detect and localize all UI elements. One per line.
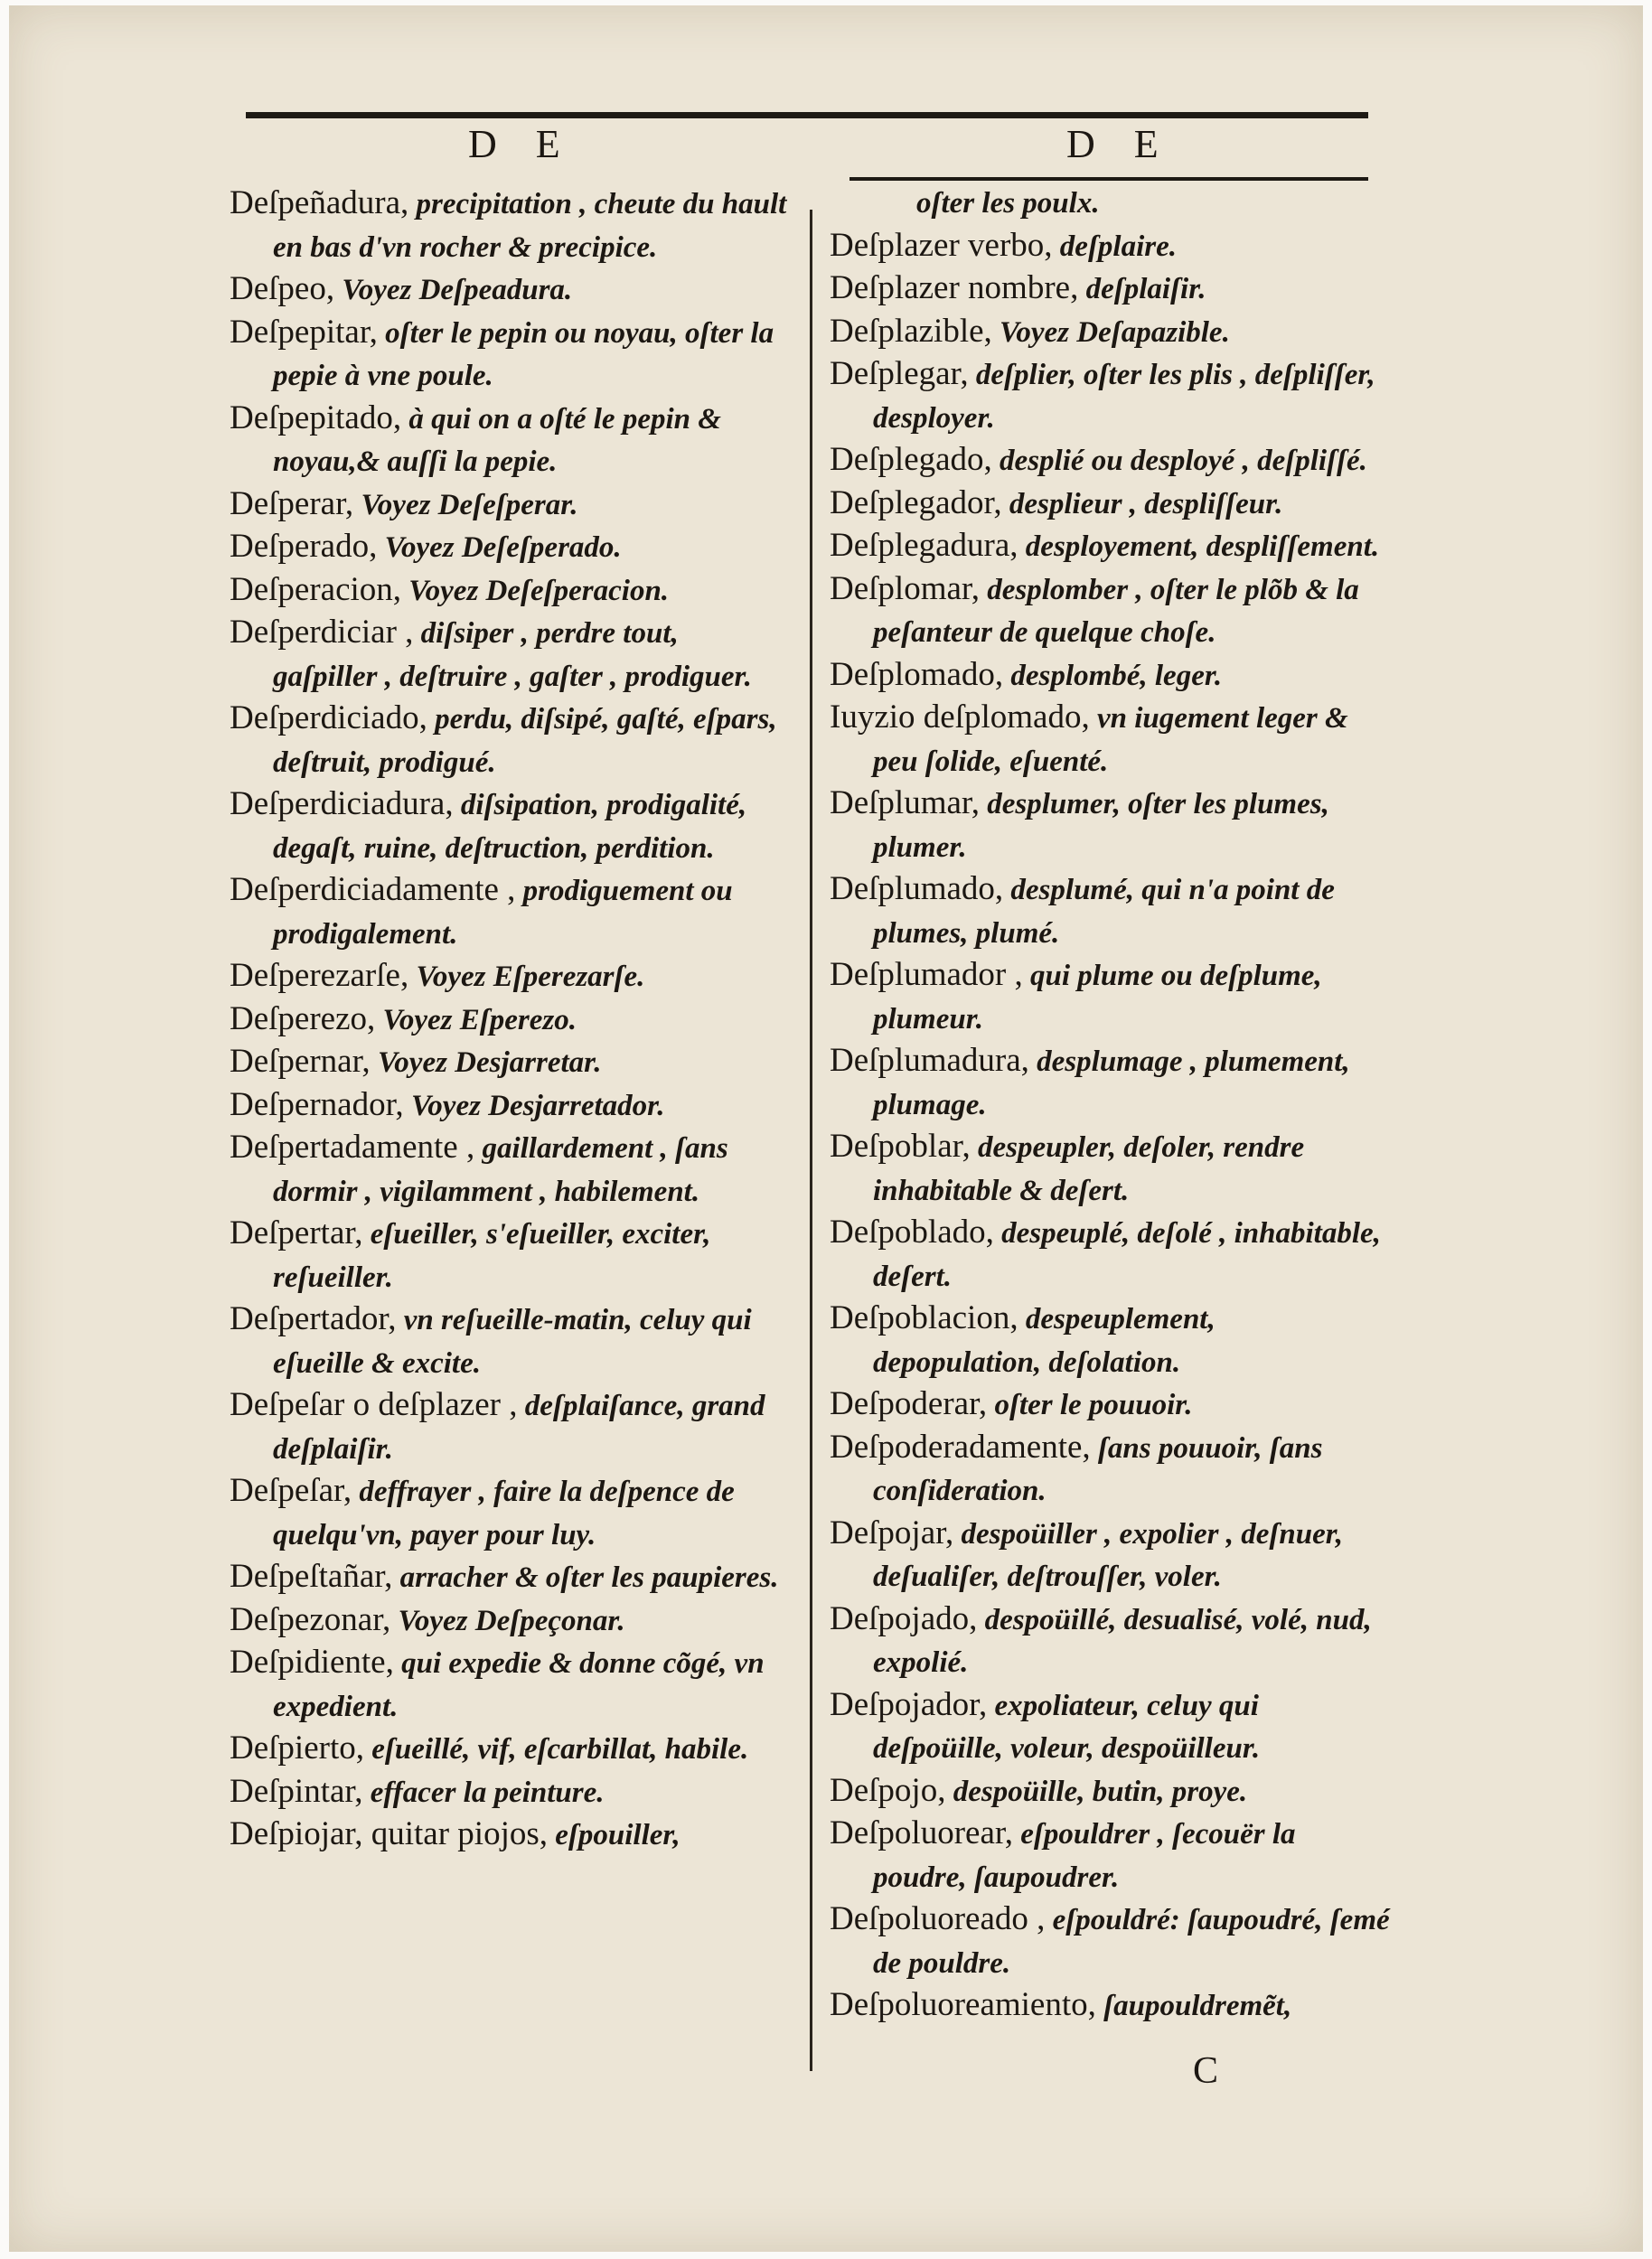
entry-definition: oſter le pepin ou noyau, oſter la pepie à vne poule. [273, 316, 774, 392]
dictionary-entry [830, 1513, 1390, 1598]
entry-definition: vn reſueille-matin, celuy qui eſueille & excite. [273, 1304, 752, 1380]
signature-mark: C [1193, 2050, 1219, 2092]
dictionary-entry [230, 398, 790, 483]
dictionary-entry [830, 267, 1390, 311]
right-column-rule [849, 177, 1368, 181]
entry-headword: Deſpernar, [230, 1043, 371, 1080]
entry-headword: Deſpeſtañar, [230, 1558, 393, 1595]
dictionary-entry [830, 868, 1390, 954]
dictionary-entry [230, 1728, 790, 1771]
entry-headword: Deſplegadura, [830, 527, 1018, 564]
entry-definition: despoüillé, desualisé, volé, nud, expolié. [873, 1603, 1372, 1679]
entry-headword: Deſplazible, [830, 312, 992, 350]
entry-headword: Deſpojo, [830, 1771, 946, 1809]
dictionary-entry [230, 1298, 790, 1384]
entry-headword: Deſperdiciadamente , [230, 871, 516, 908]
entry-headword: Deſpertar, [230, 1214, 363, 1251]
entry-definition: Voyez Eſperezarſe. [408, 961, 645, 993]
entry-headword: Deſplegador, [830, 483, 1002, 521]
entry-definition: Voyez Desjarretador. [403, 1089, 665, 1122]
entry-headword: Deſpojador, [830, 1685, 988, 1723]
dictionary-entry [830, 1984, 1390, 2028]
entry-definition: diſsiper , perdre tout, gaſpiller , deſtruire , gaſter , prodiguer. [273, 617, 752, 693]
dictionary-entry [830, 1212, 1390, 1298]
entry-headword: Deſplegado, [830, 441, 992, 478]
entry-definition: desplumé, qui n'a point de plumes, plumé. [873, 874, 1335, 950]
entry-definition: oſter le pouuoir. [987, 1389, 1193, 1421]
entry-definition: despeuplé, deſolé , inhabitable, deſert. [873, 1217, 1381, 1293]
entry-definition: qui plume ou deſplume, plumeur. [873, 960, 1322, 1036]
entry-definition: ſaupouldremẽt, [1095, 1990, 1292, 2022]
dictionary-entry [230, 1213, 790, 1298]
top-rule [246, 112, 1368, 118]
entry-headword: Iuyzio deſplomado, [830, 698, 1090, 736]
entry-headword: Deſplomado, [830, 655, 1004, 693]
entry-definition: eſpouldré: ſaupoudré, ſemé de pouldre. [873, 1904, 1390, 1980]
entry-headword: Deſplazer verbo, [830, 226, 1053, 264]
entry-headword: Deſpoderar, [830, 1385, 988, 1422]
dictionary-entry [230, 1771, 790, 1814]
entry-headword: Deſpoluorear, [830, 1814, 1013, 1851]
entry-definition: gaillardement , ſans dormir , vigilamment , habilement. [273, 1132, 728, 1208]
dictionary-entry [230, 1642, 790, 1728]
entry-headword: Deſplumador , [830, 956, 1023, 993]
dictionary-entry [830, 353, 1390, 439]
entry-headword: Deſpeo, [230, 270, 335, 307]
dictionary-entry [230, 1127, 790, 1213]
entry-definition: deſplaiſir. [1078, 273, 1206, 305]
dictionary-entry [830, 654, 1390, 698]
dictionary-entry [230, 1470, 790, 1556]
entry-definition: Voyez Deſeſperar. [353, 488, 578, 521]
dictionary-entry [230, 869, 790, 955]
dictionary-entry [830, 1898, 1390, 1984]
entry-definition: eſpouldrer , ſecouër la poudre, ſaupoudrer. [873, 1818, 1296, 1894]
entry-headword: Deſpierto, [230, 1729, 364, 1767]
entry-headword: Deſpoblado, [830, 1214, 994, 1251]
entry-headword: Deſperdiciadura, [230, 785, 454, 822]
entry-headword: Deſplegar, [830, 355, 969, 392]
entry-headword: Deſperacion, [230, 570, 402, 608]
entry-definition: desployement, despliſſement. [1018, 530, 1380, 563]
dictionary-entry [230, 483, 790, 527]
dictionary-entry [830, 1813, 1390, 1898]
entry-definition: Voyez Deſapazible. [991, 315, 1230, 349]
entry-headword: Deſplumadura, [830, 1042, 1029, 1079]
entry-definition: qui expedie & donne cõgé, vn expedient. [273, 1647, 765, 1723]
entry-headword: Deſperezo, [230, 999, 376, 1037]
entry-definition: effacer la peinture. [362, 1776, 605, 1809]
entry-definition: arracher & oſter les paupieres. [392, 1561, 779, 1594]
dictionary-entry [830, 1684, 1390, 1770]
dictionary-entry [830, 568, 1390, 654]
entry-headword: Deſpoblar, [830, 1128, 971, 1165]
dictionary-entry [230, 1084, 790, 1128]
dictionary-entry [230, 526, 790, 569]
entry-headword: Deſplumado, [830, 870, 1004, 907]
entry-definition: desplié ou desployé , deſpliſſé. [991, 445, 1367, 477]
entry-definition: desplieur , despliſſeur. [1001, 487, 1283, 520]
entry-definition: desplumer, oſter les plumes, plumer. [873, 788, 1329, 864]
entry-headword: Deſperdiciado, [230, 699, 427, 736]
entry-headword: Deſpojado, [830, 1599, 978, 1637]
entry-definition: desplomber , oſter le plõb & la peſanteur de quelque choſe. [873, 573, 1359, 649]
entry-headword: Deſperezarſe, [230, 957, 409, 994]
dictionary-entry [830, 783, 1390, 868]
dictionary-entry [830, 225, 1390, 268]
dictionary-entry [830, 439, 1390, 483]
running-head-right: D E [1066, 122, 1173, 166]
dictionary-entry [230, 783, 790, 869]
entry-definition: perdu, diſsipé, gaſté, eſpars, deſtruit, prodigué. [273, 703, 777, 779]
entry-definition: deffrayer , faire la deſpence de quelqu'vn, payer pour luy. [273, 1476, 735, 1551]
dictionary-entry [830, 1126, 1390, 1212]
entry-headword: Deſpeſar o deſplazer , [230, 1386, 518, 1423]
dictionary-entry [830, 1598, 1390, 1684]
dictionary-entry [230, 1384, 790, 1470]
entry-definition: despeupler, deſoler, rendre inhabitable & deſert. [873, 1131, 1305, 1207]
dictionary-entry [230, 612, 790, 698]
entry-definition: ſans pouuoir, ſans conſideration. [873, 1431, 1323, 1507]
entry-definition: deſplier, oſter les plis , deſpliſſer, desployer. [873, 359, 1375, 435]
dictionary-entry [230, 183, 790, 268]
entry-headword: Deſpiojar, quitar piojos, [230, 1815, 549, 1852]
entry-definition: eſueiller, s'eſueiller, exciter, reſueiller. [273, 1218, 711, 1294]
entry-headword: Deſpeñadura, [230, 184, 409, 221]
entry-headword: Deſpepitado, [230, 398, 402, 436]
dictionary-entry [830, 697, 1390, 783]
entry-headword: Deſpoderadamente, [830, 1428, 1091, 1466]
entry-definition: Voyez Deſeſperacion. [401, 574, 670, 607]
entry-headword: Deſpintar, [230, 1772, 363, 1810]
dictionary-entry [230, 268, 790, 312]
entry-headword: Deſpertadamente , [230, 1129, 475, 1166]
entry-definition: eſpouiller, [548, 1819, 681, 1851]
entry-headword: Deſpojar, [830, 1514, 954, 1551]
entry-headword: Deſpepitar, [230, 313, 378, 351]
entry-definition: Voyez Deſeſperado. [377, 531, 622, 564]
entry-definition: despeuplement, depopulation, deſolation. [873, 1303, 1216, 1379]
dictionary-entry [830, 483, 1390, 526]
entry-definition: desplumage , plumement, plumage. [873, 1045, 1350, 1121]
entry-definition: Voyez Deſpeçonar. [390, 1604, 625, 1637]
dictionary-entry [230, 998, 790, 1042]
entry-definition: Voyez Deſpeadura. [334, 274, 573, 306]
dictionary-entry [230, 1814, 790, 1857]
column-divider [810, 210, 812, 2071]
entry-definition: expoliateur, celuy qui deſpoüille, voleur, despoüilleur. [873, 1689, 1261, 1765]
dictionary-entry [230, 955, 790, 998]
dictionary-entry [230, 312, 790, 398]
dictionary-entry [830, 1040, 1390, 1126]
entry-definition: eſueillé, vif, eſcarbillat, habile. [363, 1733, 749, 1766]
left-column [230, 183, 790, 1857]
entry-definition: precipitation , cheute du hault en bas d'vn rocher & precipice. [273, 188, 787, 264]
entry-headword: Deſpernador, [230, 1085, 404, 1123]
entry-headword: Deſpezonar, [230, 1600, 391, 1638]
dictionary-entry [230, 1599, 790, 1643]
dictionary-entry [830, 525, 1390, 568]
entry-definition: despoüille, butin, proye. [945, 1775, 1248, 1808]
dictionary-entry [830, 1383, 1390, 1427]
entry-definition: Voyez Eſperezo. [375, 1003, 577, 1036]
entry-definition: diſsipation, prodigalité, degaſt, ruine, deſtruction, perdition. [273, 789, 747, 865]
entry-definition: desplombé, leger. [1003, 659, 1223, 692]
entry-definition: vn iugement leger & peu ſolide, eſuenté. [873, 702, 1348, 778]
entry-headword: Deſpidiente, [230, 1644, 394, 1681]
running-head-left: D E [468, 122, 575, 166]
entry-headword: Deſperado, [230, 528, 378, 565]
entry-headword: Deſpertador, [230, 1300, 397, 1337]
entry-definition: deſplaiſance, grand deſplaiſir. [273, 1390, 765, 1466]
entry-definition: Voyez Desjarretar. [370, 1046, 602, 1079]
dictionary-entry [230, 1041, 790, 1084]
entry-headword: Deſplumar, [830, 784, 980, 821]
entry-headword: Deſpoluoreamiento, [830, 1986, 1096, 2023]
dictionary-entry [830, 954, 1390, 1040]
entry-headword: Deſpoblacion, [830, 1299, 1018, 1336]
entry-headword: Deſplomar, [830, 569, 980, 607]
entry-headword: Deſpeſar, [230, 1472, 352, 1509]
entry-definition: deſplaire. [1052, 230, 1178, 263]
dictionary-entry [830, 311, 1390, 354]
right-column [830, 183, 1390, 2028]
entry-definition: prodiguement ou prodigalement. [273, 875, 733, 951]
dictionary-entry [230, 1556, 790, 1599]
entry-headword: Deſplazer nombre, [830, 269, 1079, 306]
entry-definition: à qui on a oſté le pepin & noyau,& auſſi la pepie. [273, 402, 721, 478]
entry-definition: despoüiller , expolier , deſnuer, deſualiſer, deſtrouſſer, voler. [873, 1517, 1344, 1593]
dictionary-entry [230, 569, 790, 613]
dictionary-entry [830, 183, 1390, 225]
entry-headword: Deſperar, [230, 484, 354, 522]
entry-headword: Deſperdiciar , [230, 614, 414, 651]
entry-headword: Deſpoluoreado , [830, 1900, 1046, 1937]
dictionary-entry [830, 1427, 1390, 1513]
dictionary-entry [830, 1298, 1390, 1383]
dictionary-entry [230, 698, 790, 783]
entry-definition: oſter les poulx. [916, 187, 1100, 220]
dictionary-entry [830, 1770, 1390, 1814]
